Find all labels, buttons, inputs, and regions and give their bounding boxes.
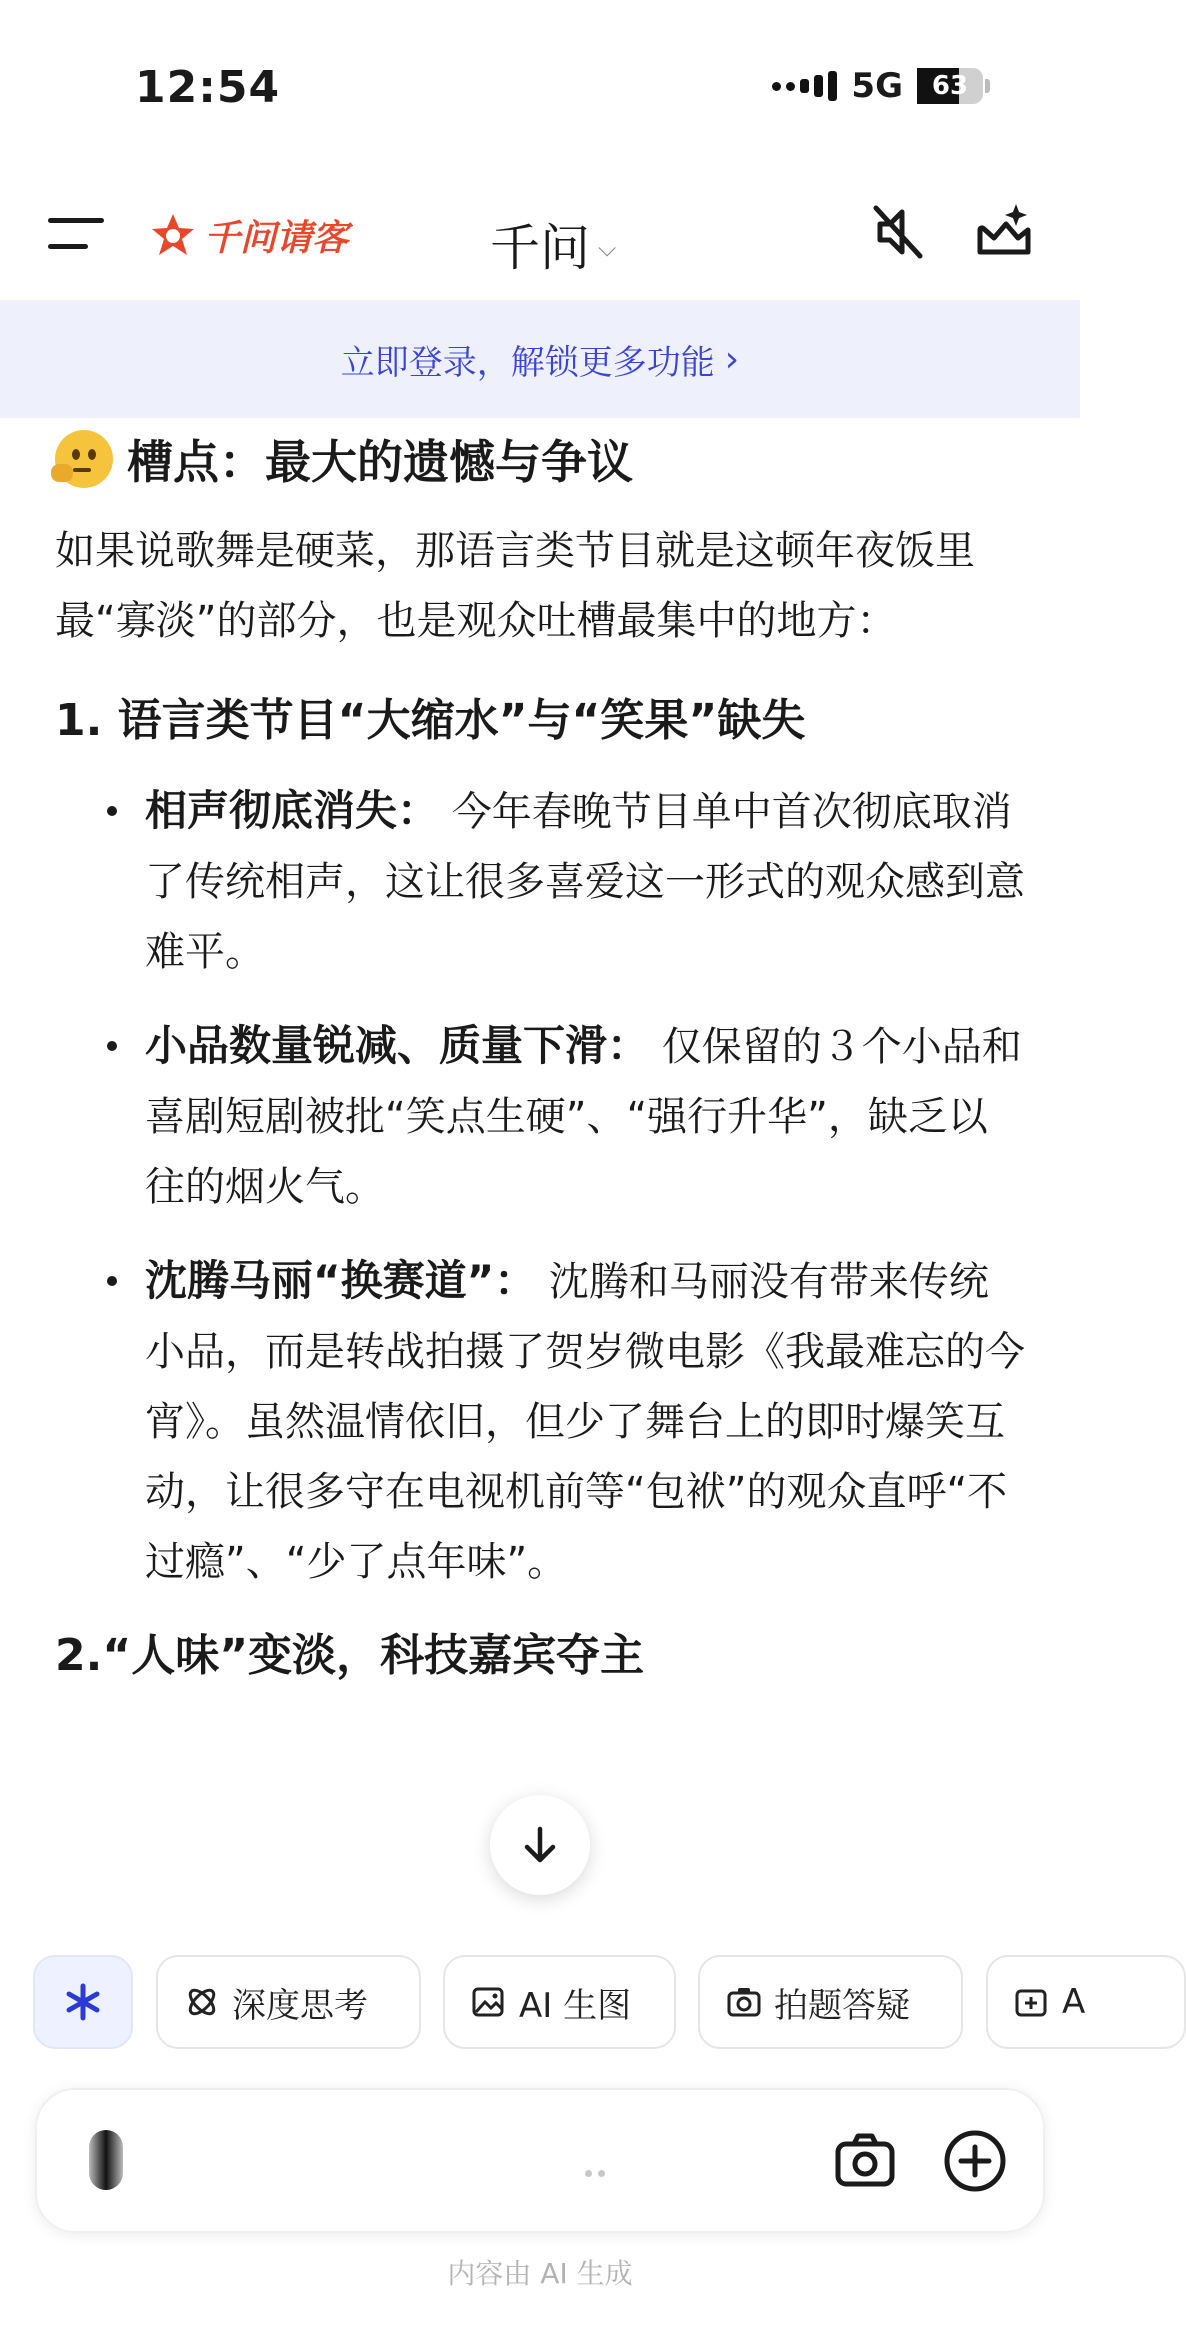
model-selector[interactable]	[490, 208, 616, 280]
login-banner-text[interactable]: 立即登录，解锁更多功能	[340, 342, 715, 383]
voice-input-icon[interactable]	[89, 2130, 123, 2190]
chip-label: A	[1062, 1982, 1086, 2022]
bullet-list	[55, 776, 1025, 1597]
camera-icon	[726, 1984, 762, 2020]
menu-icon[interactable]	[48, 218, 104, 254]
arrow-down-icon	[518, 1823, 562, 1867]
chip-label: 拍题答疑	[774, 1985, 910, 2026]
chip-label: AI 生图	[519, 1985, 632, 2026]
more-chip[interactable]	[986, 1955, 1186, 2049]
battery-tip	[985, 79, 990, 93]
chip-label: 深度思考	[232, 1985, 368, 2026]
list-item	[55, 776, 1025, 987]
point-heading-2: 2.“人味”变淡，科技嘉宾夺主	[55, 1630, 645, 1681]
bullet-text: 沈腾和马丽没有带来传统小品，而是转战拍摄了贺岁微电影《我最难忘的今宵》。虽然温情依旧，但少了舞台上的即时爆笑互动，让很多守在电视机前等“包袱”的观众直呼“不过瘾”、“少了点年味”。	[145, 1259, 1025, 1585]
photo-question-chip[interactable]	[698, 1955, 963, 2049]
section-heading	[55, 426, 1025, 492]
ai-agent-chip[interactable]	[33, 1955, 133, 2049]
chevron-right-icon: ›	[724, 338, 740, 380]
section-heading-text: 槽点：最大的遗憾与争议	[127, 435, 633, 489]
chat-input-bar[interactable]	[35, 2088, 1045, 2233]
list-item	[55, 1246, 1025, 1597]
status-bar	[0, 0, 1080, 150]
video-add-icon	[1014, 1984, 1050, 2020]
answer-content	[55, 418, 1025, 1691]
bullet-bold: 小品数量锐减、质量下滑：	[145, 1021, 650, 1070]
scroll-to-bottom-button[interactable]	[490, 1795, 590, 1895]
bullet-bold: 相声彻底消失：	[145, 786, 440, 835]
chevron-down-icon: ⌵	[598, 234, 617, 262]
speaker-muted-icon[interactable]	[866, 200, 930, 264]
bullet-text: 今年春晚节目单中首次彻底取消了传统相声，这让很多喜爱这一形式的观众感到意难平。	[145, 789, 1025, 975]
new-chat-sparkle-icon[interactable]	[972, 200, 1036, 264]
login-banner[interactable]	[0, 300, 1080, 418]
status-time: 12:54	[135, 62, 281, 113]
status-right	[772, 66, 990, 106]
deep-think-chip[interactable]	[156, 1955, 421, 2049]
brand-logo	[148, 210, 348, 261]
atom-icon	[184, 1984, 220, 2020]
brand-logo-icon	[148, 211, 198, 261]
list-item	[55, 1011, 1025, 1222]
thinking-face-icon	[55, 430, 113, 488]
page-title: 千问	[490, 219, 590, 277]
ai-image-chip[interactable]	[443, 1955, 676, 2049]
camera-icon[interactable]	[832, 2128, 898, 2194]
bullet-bold: 沈腾马丽“换赛道”：	[145, 1256, 537, 1305]
ai-disclaimer: 内容由 AI 生成	[447, 2257, 633, 2290]
brand-logo-text: 千问请客	[204, 218, 349, 259]
intro-paragraph: 如果说歌舞是硬菜，那语言类节目就是这顿年夜饭里最“寡淡”的部分，也是观众吐槽最集中的地方：	[55, 528, 975, 644]
app-header	[0, 170, 1080, 300]
plus-circle-icon[interactable]	[942, 2128, 1008, 2194]
image-icon	[471, 1984, 507, 2020]
point-heading-1: 1. 语言类节目“大缩水”与“笑果”缺失	[55, 695, 806, 746]
typing-dots	[585, 2170, 605, 2177]
signal-icon	[772, 71, 837, 101]
battery-icon	[917, 68, 983, 104]
asterisk-icon	[63, 1982, 103, 2022]
network-type: 5G	[851, 66, 903, 106]
bullet-text: 仅保留的３个小品和喜剧短剧被批“笑点生硬”、“强行升华”，缺乏以往的烟火气。	[145, 1024, 1022, 1210]
feature-chips	[0, 1955, 1086, 2051]
battery-level: 63	[931, 71, 969, 101]
